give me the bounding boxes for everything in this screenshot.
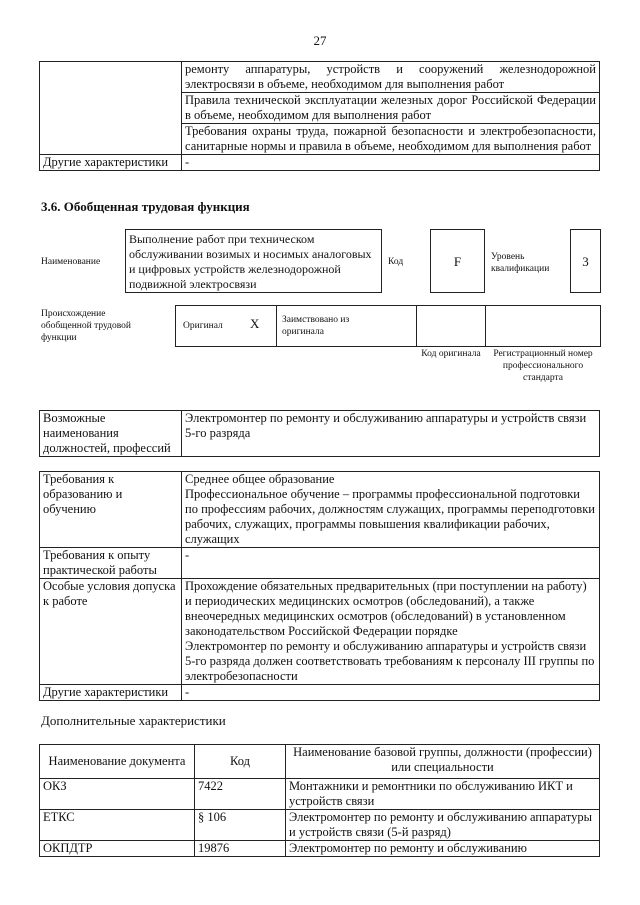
group-cell: Монтажники и ремонтники по обслуживанию ИКТ и устройств связи	[286, 779, 600, 810]
table-row	[40, 62, 600, 93]
origin-code-box	[416, 305, 486, 347]
other-label: Другие характеристики	[40, 685, 182, 701]
reg-caption: Регистрационный номер профессионального стандарта	[493, 349, 593, 383]
name-label: Наименование	[41, 257, 101, 267]
code-value: F	[453, 254, 462, 269]
section-title: 3.6. Обобщенная трудовая функция	[41, 199, 250, 214]
table-row	[40, 579, 600, 685]
table-row	[40, 810, 600, 841]
group-cell: Электромонтер по ремонту и обслуживанию	[286, 841, 600, 857]
other-label: Другие характеристики	[40, 155, 182, 171]
admission-line: Электромонтер по ремонту и обслуживанию аппаратуры и устройств связи 5-го разряда должен соответствовать требованиям к персоналу III группы по электробезопасности	[185, 639, 595, 683]
origin-reg-box	[485, 305, 601, 347]
education-line: Профессиональное обучение – программы профессиональной подготовки по профессиям рабочих, должностям служащих, программы переподготовки рабочих, служащих, программы повышения квалификации рабочих, служащих	[185, 487, 595, 546]
origin-label: Происхождение обобщенной трудовой функции	[41, 309, 131, 343]
positions-table	[39, 410, 600, 457]
knowledge-item: Требования охраны труда, пожарной безопасности и электробезопасности, санитарные нормы и правила в объеме, необходимом для выполнения работ	[182, 124, 600, 155]
code-label: Код	[388, 257, 404, 267]
name-value-box	[125, 229, 382, 293]
additional-table	[39, 744, 600, 857]
header-group: Наименование базовой группы, должности (профессии) или специальности	[286, 745, 600, 779]
header-code: Код	[195, 745, 286, 779]
name-value: Выполнение работ при техническом обслуживании возимых и носимых аналоговых и цифровых устройств железнодорожной подвижной электросвязи	[129, 232, 372, 291]
original-mark: X	[250, 316, 260, 331]
table-row	[40, 841, 600, 857]
admission-label: Особые условия допуска к работе	[40, 579, 182, 685]
other-value: -	[182, 685, 600, 701]
knowledge-item: Правила технической эксплуатации железных дорог Российской Федерации в объеме, необходимом для выполнения работ	[182, 93, 600, 124]
page-number: 27	[313, 33, 327, 48]
doc-cell: ЕТКС	[40, 810, 195, 841]
code-cell: § 106	[195, 810, 286, 841]
education-label: Требования к образованию и обучению	[40, 472, 182, 548]
table-row	[40, 779, 600, 810]
positions-value: Электромонтер по ремонту и обслуживанию аппаратуры и устройств связи 5-го разряда	[182, 411, 600, 457]
education-line: Среднее общее образование	[185, 472, 335, 486]
education-value	[182, 472, 600, 548]
doc-cell: ОКПДТР	[40, 841, 195, 857]
group-cell: Электромонтер по ремонту и обслуживанию аппаратуры и устройств связи (5-й разряд)	[286, 810, 600, 841]
other-value: -	[182, 155, 600, 171]
code-caption: Код оригинала	[421, 349, 481, 359]
table-row	[40, 411, 600, 457]
additional-title: Дополнительные характеристики	[41, 713, 226, 728]
knowledge-item: ремонту аппаратуры, устройств и сооружений железнодорожной электросвязи в объеме, необходимом для выполнения работ	[182, 62, 600, 93]
table-header-row	[40, 745, 600, 779]
admission-value	[182, 579, 600, 685]
admission-line: Прохождение обязательных предварительных (при поступлении на работу) и периодических медицинских осмотров (обследований), а также внеочередных медицинских осмотров (обследований) в установленном законодательством Российской Федерации порядке	[185, 579, 587, 638]
level-value: 3	[582, 254, 589, 269]
doc-cell: ОКЗ	[40, 779, 195, 810]
table-row	[40, 548, 600, 579]
borrowed-label: Заимствовано из оригинала	[282, 315, 350, 337]
table-row	[40, 472, 600, 548]
level-value-box	[570, 229, 601, 293]
empty-cell	[40, 62, 182, 155]
original-label: Оригинал	[183, 321, 223, 331]
code-cell: 7422	[195, 779, 286, 810]
header-doc: Наименование документа	[40, 745, 195, 779]
code-cell: 19876	[195, 841, 286, 857]
positions-label: Возможные наименования должностей, профессий	[40, 411, 182, 457]
level-label: Уровень квалификации	[491, 252, 550, 274]
table-row	[40, 685, 600, 701]
top-table	[39, 61, 600, 171]
table-row	[40, 155, 600, 171]
experience-label: Требования к опыту практической работы	[40, 548, 182, 579]
requirements-table	[39, 471, 600, 701]
code-value-box	[430, 229, 485, 293]
experience-value: -	[182, 548, 600, 579]
